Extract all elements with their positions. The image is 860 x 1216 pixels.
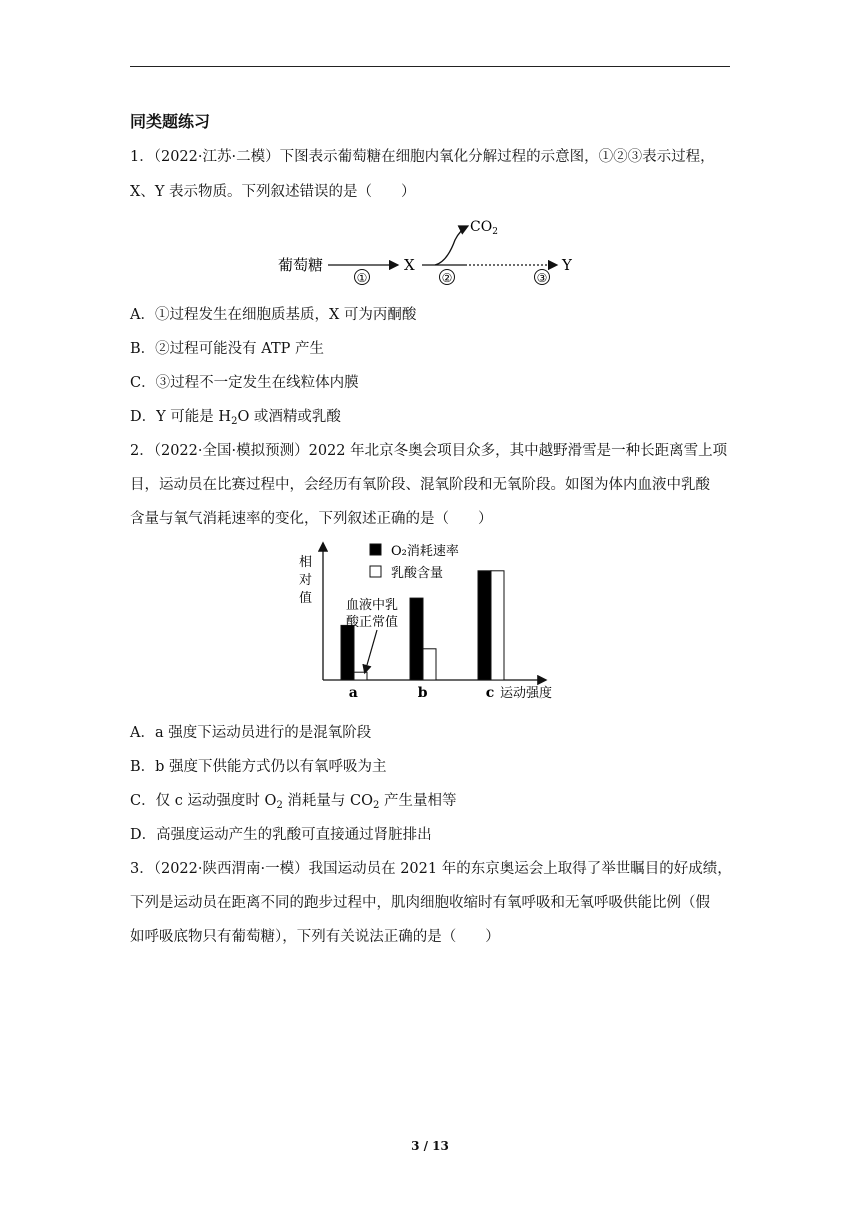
legend-label-o2: O₂消耗速率: [391, 544, 459, 559]
q1-option-b: B．②过程可能没有 ATP 产生: [130, 341, 324, 357]
annotation-text: 血液中乳: [346, 598, 399, 613]
q1-option-d: D．Y 可能是 $H_2O$ 或酒精或乳酸: [130, 409, 341, 427]
legend-swatch-lactate: [370, 566, 381, 577]
bar-lactate-b: [423, 649, 436, 680]
q2-option-b: B．b 强度下供能方式仍以有氧呼吸为主: [130, 759, 387, 775]
category-label-a: a: [348, 685, 358, 701]
co2-branch-arrow: [435, 226, 468, 265]
lactate-oxygen-chart: [290, 536, 590, 708]
legend-label-lactate: 乳酸含量: [391, 566, 444, 581]
q1-option-c: C．③过程不一定发生在线粒体内膜: [130, 375, 359, 391]
step3-label: ③: [536, 271, 548, 285]
bar-o2-c: [478, 571, 491, 680]
co2-label: $CO_2$: [470, 219, 498, 237]
y-axis-label: [299, 554, 312, 606]
legend-swatch-o2: [370, 544, 381, 555]
q2-option-d: D．高强度运动产生的乳酸可直接通过肾脏排出: [130, 827, 432, 843]
category-label-c: c: [485, 685, 495, 701]
y-axis-label-char: 相: [299, 555, 313, 570]
bar-o2-b: [410, 598, 423, 680]
q1-option-a: A．①过程发生在细胞质基质，X 可为丙酮酸: [130, 307, 417, 323]
x-axis-label: 运动强度: [500, 686, 553, 701]
q2-option-a: A．a 强度下运动员进行的是混氧阶段: [130, 725, 372, 741]
annotation-text: 酸正常值: [346, 615, 399, 630]
y-label: Y: [562, 256, 572, 274]
q1-stem-line2: X、Y 表示物质。下列叙述错误的是（ ）: [130, 184, 416, 200]
category-label-b: b: [417, 685, 428, 701]
header-rule: [130, 66, 730, 67]
q2-option-c: C．仅 c 运动强度时 $O_2$ 消耗量与 $CO_2$ 产生量相等: [130, 793, 457, 811]
q2-stem-line1: 2．（2022·全国·模拟预测）2022 年北京冬奥会项目众多，其中越野滑雪是一种长距离雪上项: [130, 443, 728, 459]
glucose-label: 葡萄糖: [278, 256, 324, 274]
y-axis-label-char: 值: [299, 591, 313, 606]
q3-stem-line1: 3．（2022·陕西渭南·一模）我国运动员在 2021 年的东京奥运会上取得了举世瞩目的好成绩，: [130, 861, 732, 877]
y-axis-label-char: 对: [299, 573, 313, 588]
q3-stem-line2: 下列是运动员在距离不同的跑步过程中，肌肉细胞收缩时有氧呼吸和无氧呼吸供能比例（假: [130, 895, 710, 911]
x-label: X: [404, 256, 415, 274]
step1-label: ①: [356, 271, 368, 285]
glucose-pathway-diagram: [270, 212, 590, 294]
bar-lactate-c: [491, 571, 504, 680]
q2-stem-line3: 含量与氧气消耗速率的变化，下列叙述正确的是（ ）: [130, 511, 493, 527]
q1-stem-line1: 1．（2022·江苏·二模）下图表示葡萄糖在细胞内氧化分解过程的示意图，①②③表示过程，: [130, 149, 715, 165]
q3-stem-line3: 如呼吸底物只有葡萄糖），下列有关说法正确的是（ ）: [130, 929, 500, 945]
step2-label: ②: [441, 271, 453, 285]
bar-o2-a: [341, 625, 354, 680]
page-number: 3 / 13: [411, 1139, 449, 1153]
q2-stem-line2: 目，运动员在比赛过程中，会经历有氧阶段、混氧阶段和无氧阶段。如图为体内血液中乳酸: [130, 477, 710, 493]
section-title: 同类题练习: [130, 112, 211, 131]
bar-lactate-a: [354, 672, 367, 680]
annotation-arrow: [365, 630, 377, 672]
